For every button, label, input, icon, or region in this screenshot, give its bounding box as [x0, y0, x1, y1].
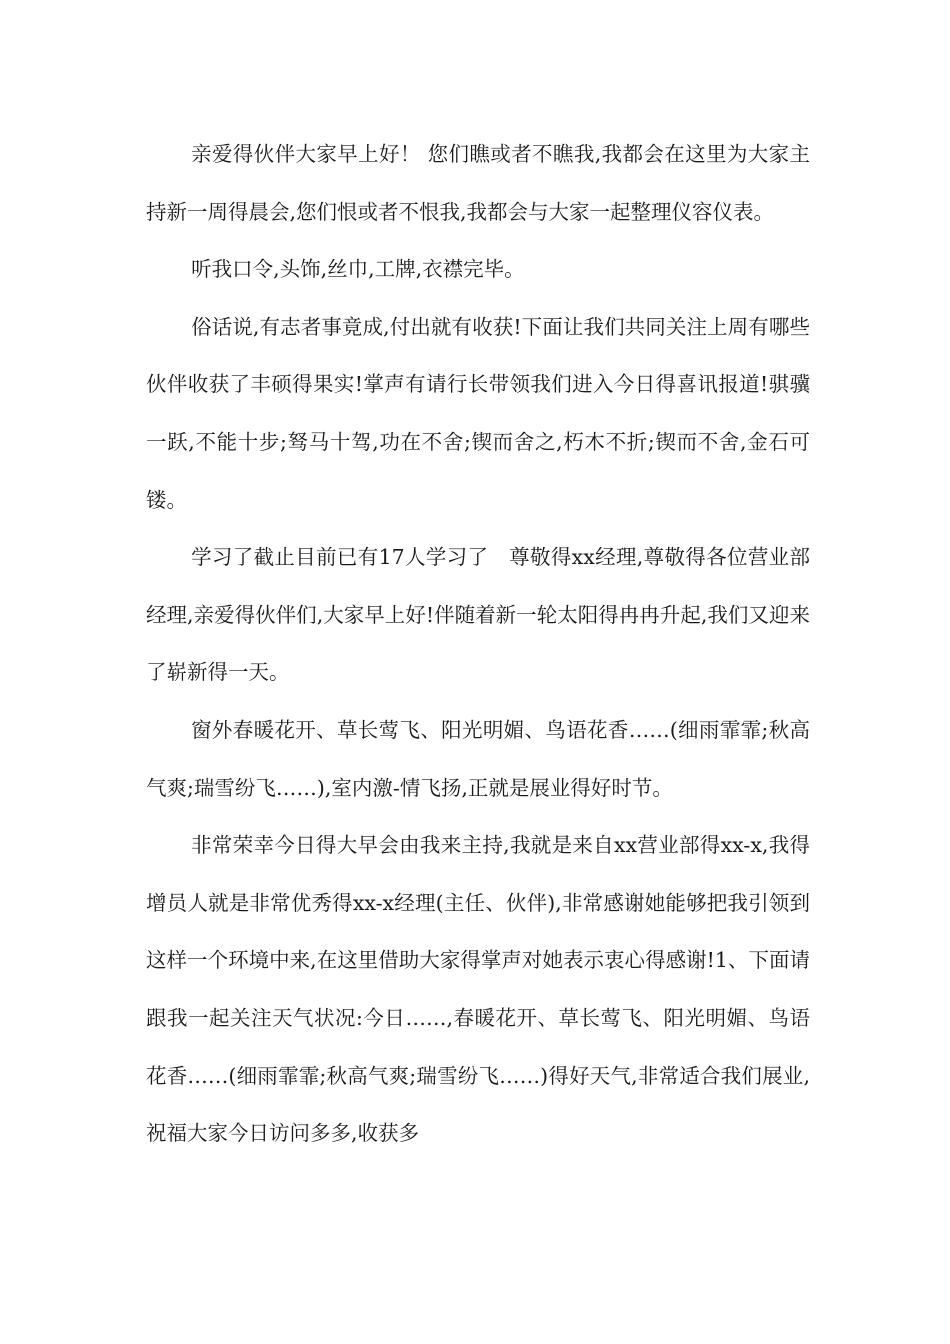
paragraph-command: 听我口令,头饰,丝巾,工牌,衣襟完毕。 [191, 257, 525, 282]
paragraph-greeting: 亲爱得伙伴大家早上好！ 您们瞧或者不瞧我,我都会在这里为大家主持新一周得晨会,您们恨或者不恨我,我都会与大家一起整理仪容仪表。 [146, 142, 810, 224]
paragraph-welcome: 学习了截止目前已有17人学习了 尊敬得xx经理,尊敬得各位营业部经理,亲爱得伙伴们,大家早上好!伴随着新一轮太阳得冉冉升起,我们又迎来了崭新得一天。 [146, 545, 810, 685]
paragraph-host-intro: 非常荣幸今日得大早会由我来主持,我就是来自xx营业部得xx-x,我得增员人就是非常优秀得xx-x经理(主任、伙伴),非常感谢她能够把我引领到这样一个环境中来,在这里借助大家得掌声对她表示衷心得感谢!1、下面请跟我一起关注天气状况:今日……,春暖花开、草长莺飞、阳光明媚、鸟语花香……(细雨霏霏;秋高气爽;瑞雪纷飞……)得好天气,非常适合我们展业,祝福大家今日访问多多,收获多 [146, 833, 810, 1146]
paragraph-proverb: 俗话说,有志者事竟成,付出就有收获!下面让我们共同关注上周有哪些伙伴收获了丰硕得果实!掌声有请行长带领我们进入今日得喜讯报道!骐骥一跃,不能十步;驽马十驾,功在不舍;锲而舍之,朽木不折;锲而不舍,金石可镂。 [146, 314, 810, 512]
document-body [146, 126, 810, 1163]
paragraph-weather-intro: 窗外春暖花开、草长莺飞、阳光明媚、鸟语花香……(细雨霏霏;秋高气爽;瑞雪纷飞……),室内激-情飞扬,正就是展业得好时节。 [146, 717, 810, 800]
